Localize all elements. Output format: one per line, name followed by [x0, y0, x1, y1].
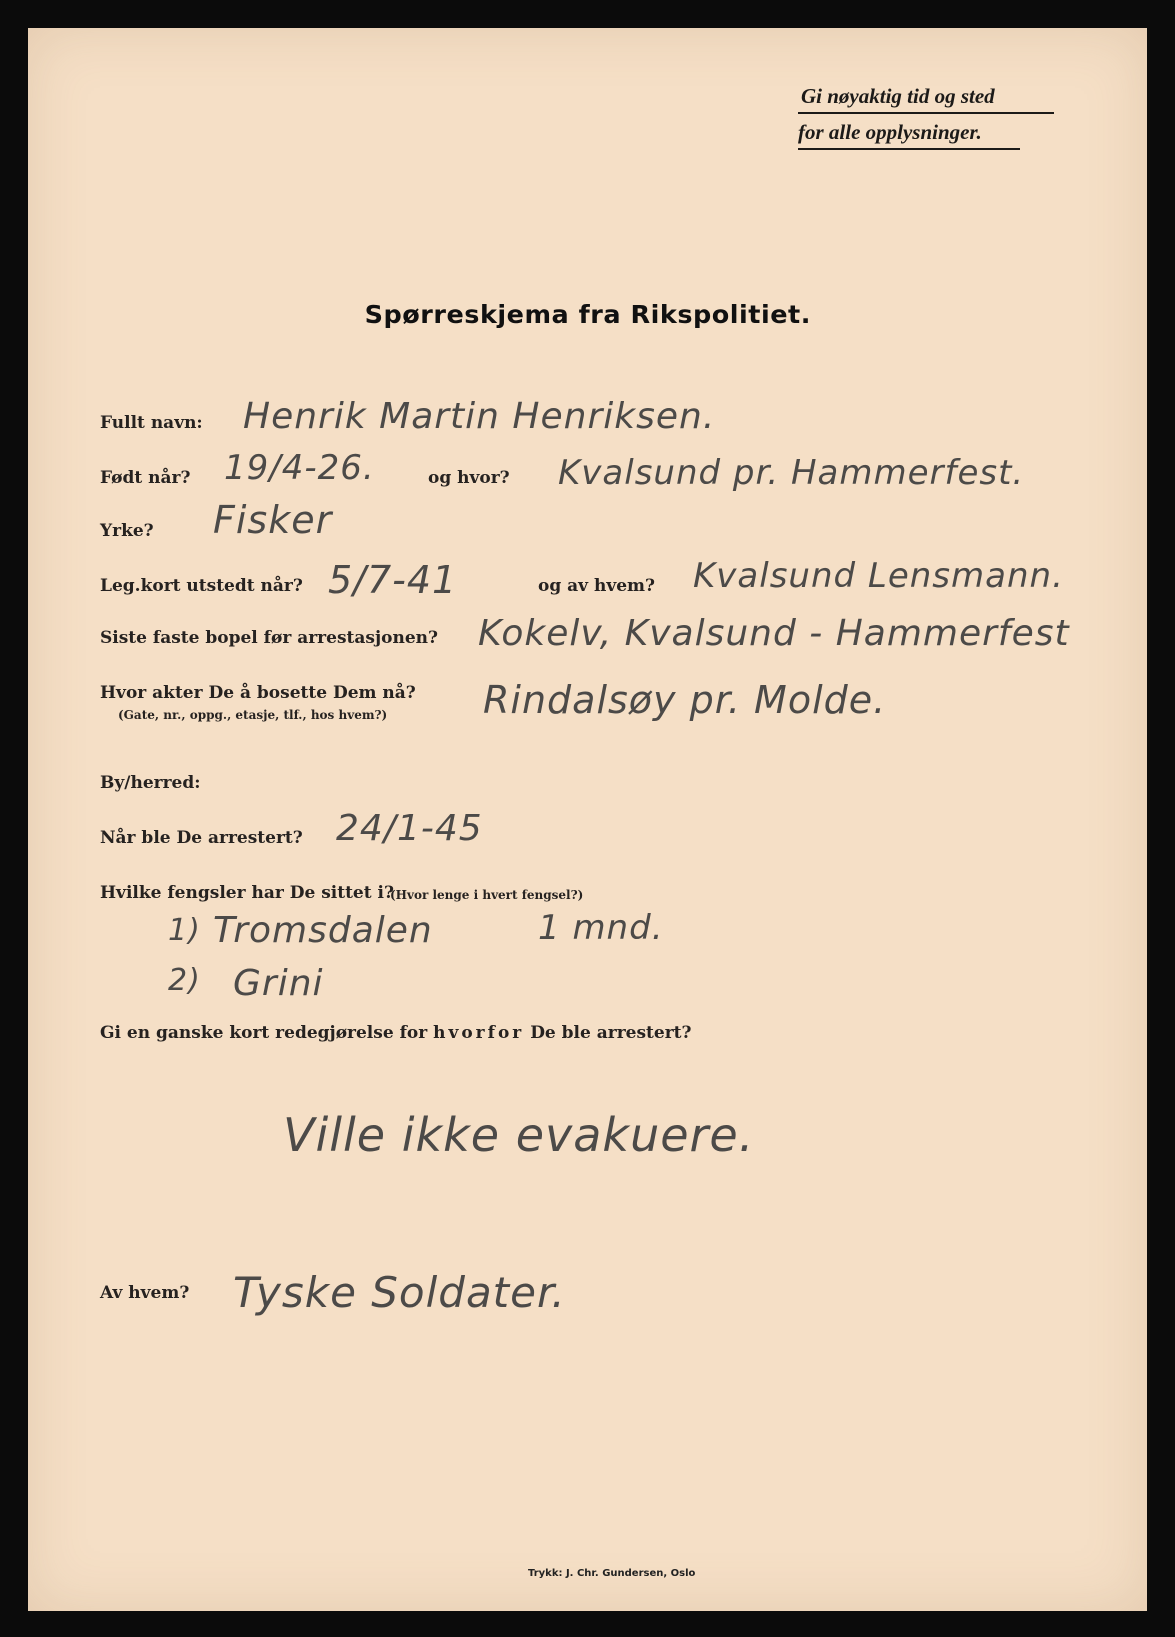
value-id-card-when: 5/7-41 — [328, 558, 458, 602]
value-id-card-by: Kvalsund Lensmann. — [693, 556, 1064, 596]
notice-rule-1 — [798, 112, 1054, 114]
form-sheet — [28, 28, 1147, 1611]
notice-rule-2 — [798, 148, 1020, 150]
value-born-where: Kvalsund pr. Hammerfest. — [558, 453, 1025, 493]
label-municipality: By/herred: — [100, 773, 201, 793]
label-arrested-by: Av hvem? — [100, 1283, 190, 1303]
notice-line-2: for alle opplysninger. — [798, 120, 982, 144]
value-full-name: Henrik Martin Henriksen. — [243, 396, 716, 437]
value-born-when: 19/4-26. — [224, 448, 375, 488]
label-prisons-hint: (Hvor lenge i hvert fengsel?) — [390, 888, 584, 902]
prison-entry-1-place: Tromsdalen — [213, 910, 433, 951]
value-last-residence: Kokelv, Kvalsund - Hammerfest — [478, 613, 1070, 654]
label-prisons: Hvilke fengsler har De sittet i? — [100, 883, 394, 903]
value-arrest-date: 24/1-45 — [336, 808, 483, 849]
prison-entry-1-number: 1) — [168, 913, 201, 948]
label-arrest-date: Når ble De arrestert? — [100, 828, 303, 848]
form-title: Spørreskjema fra Rikspolitiet. — [364, 300, 811, 329]
prison-entry-2-number: 2) — [168, 963, 201, 998]
value-intended-residence: Rindalsøy pr. Molde. — [483, 678, 887, 722]
value-arrest-reason: Ville ikke evakuere. — [283, 1108, 755, 1162]
label-born-where: og hvor? — [428, 468, 510, 488]
label-intended-residence-hint: (Gate, nr., oppg., etasje, tlf., hos hvem?) — [118, 708, 388, 722]
label-intended-residence: Hvor akter De å bosette Dem nå? — [100, 683, 416, 703]
label-full-name: Fullt navn: — [100, 413, 203, 433]
notice-line-1: Gi nøyaktig tid og sted — [801, 84, 995, 108]
label-born-when: Født når? — [100, 468, 191, 488]
prison-entry-2-place: Grini — [233, 963, 324, 1004]
label-id-card-when: Leg.kort utstedt når? — [100, 576, 303, 596]
prison-entry-1-duration: 1 mnd. — [538, 908, 664, 948]
value-occupation: Fisker — [213, 498, 333, 542]
label-occupation: Yrke? — [100, 521, 154, 541]
value-arrested-by: Tyske Soldater. — [233, 1268, 566, 1317]
label-last-residence: Siste faste bopel før arrestasjonen? — [100, 628, 438, 648]
printer-imprint: Trykk: J. Chr. Gundersen, Oslo — [528, 1568, 696, 1579]
label-id-card-by: og av hvem? — [538, 576, 655, 596]
label-arrest-reason: Gi en ganske kort redegjørelse for hvorfor De ble arrestert? — [100, 1023, 692, 1043]
